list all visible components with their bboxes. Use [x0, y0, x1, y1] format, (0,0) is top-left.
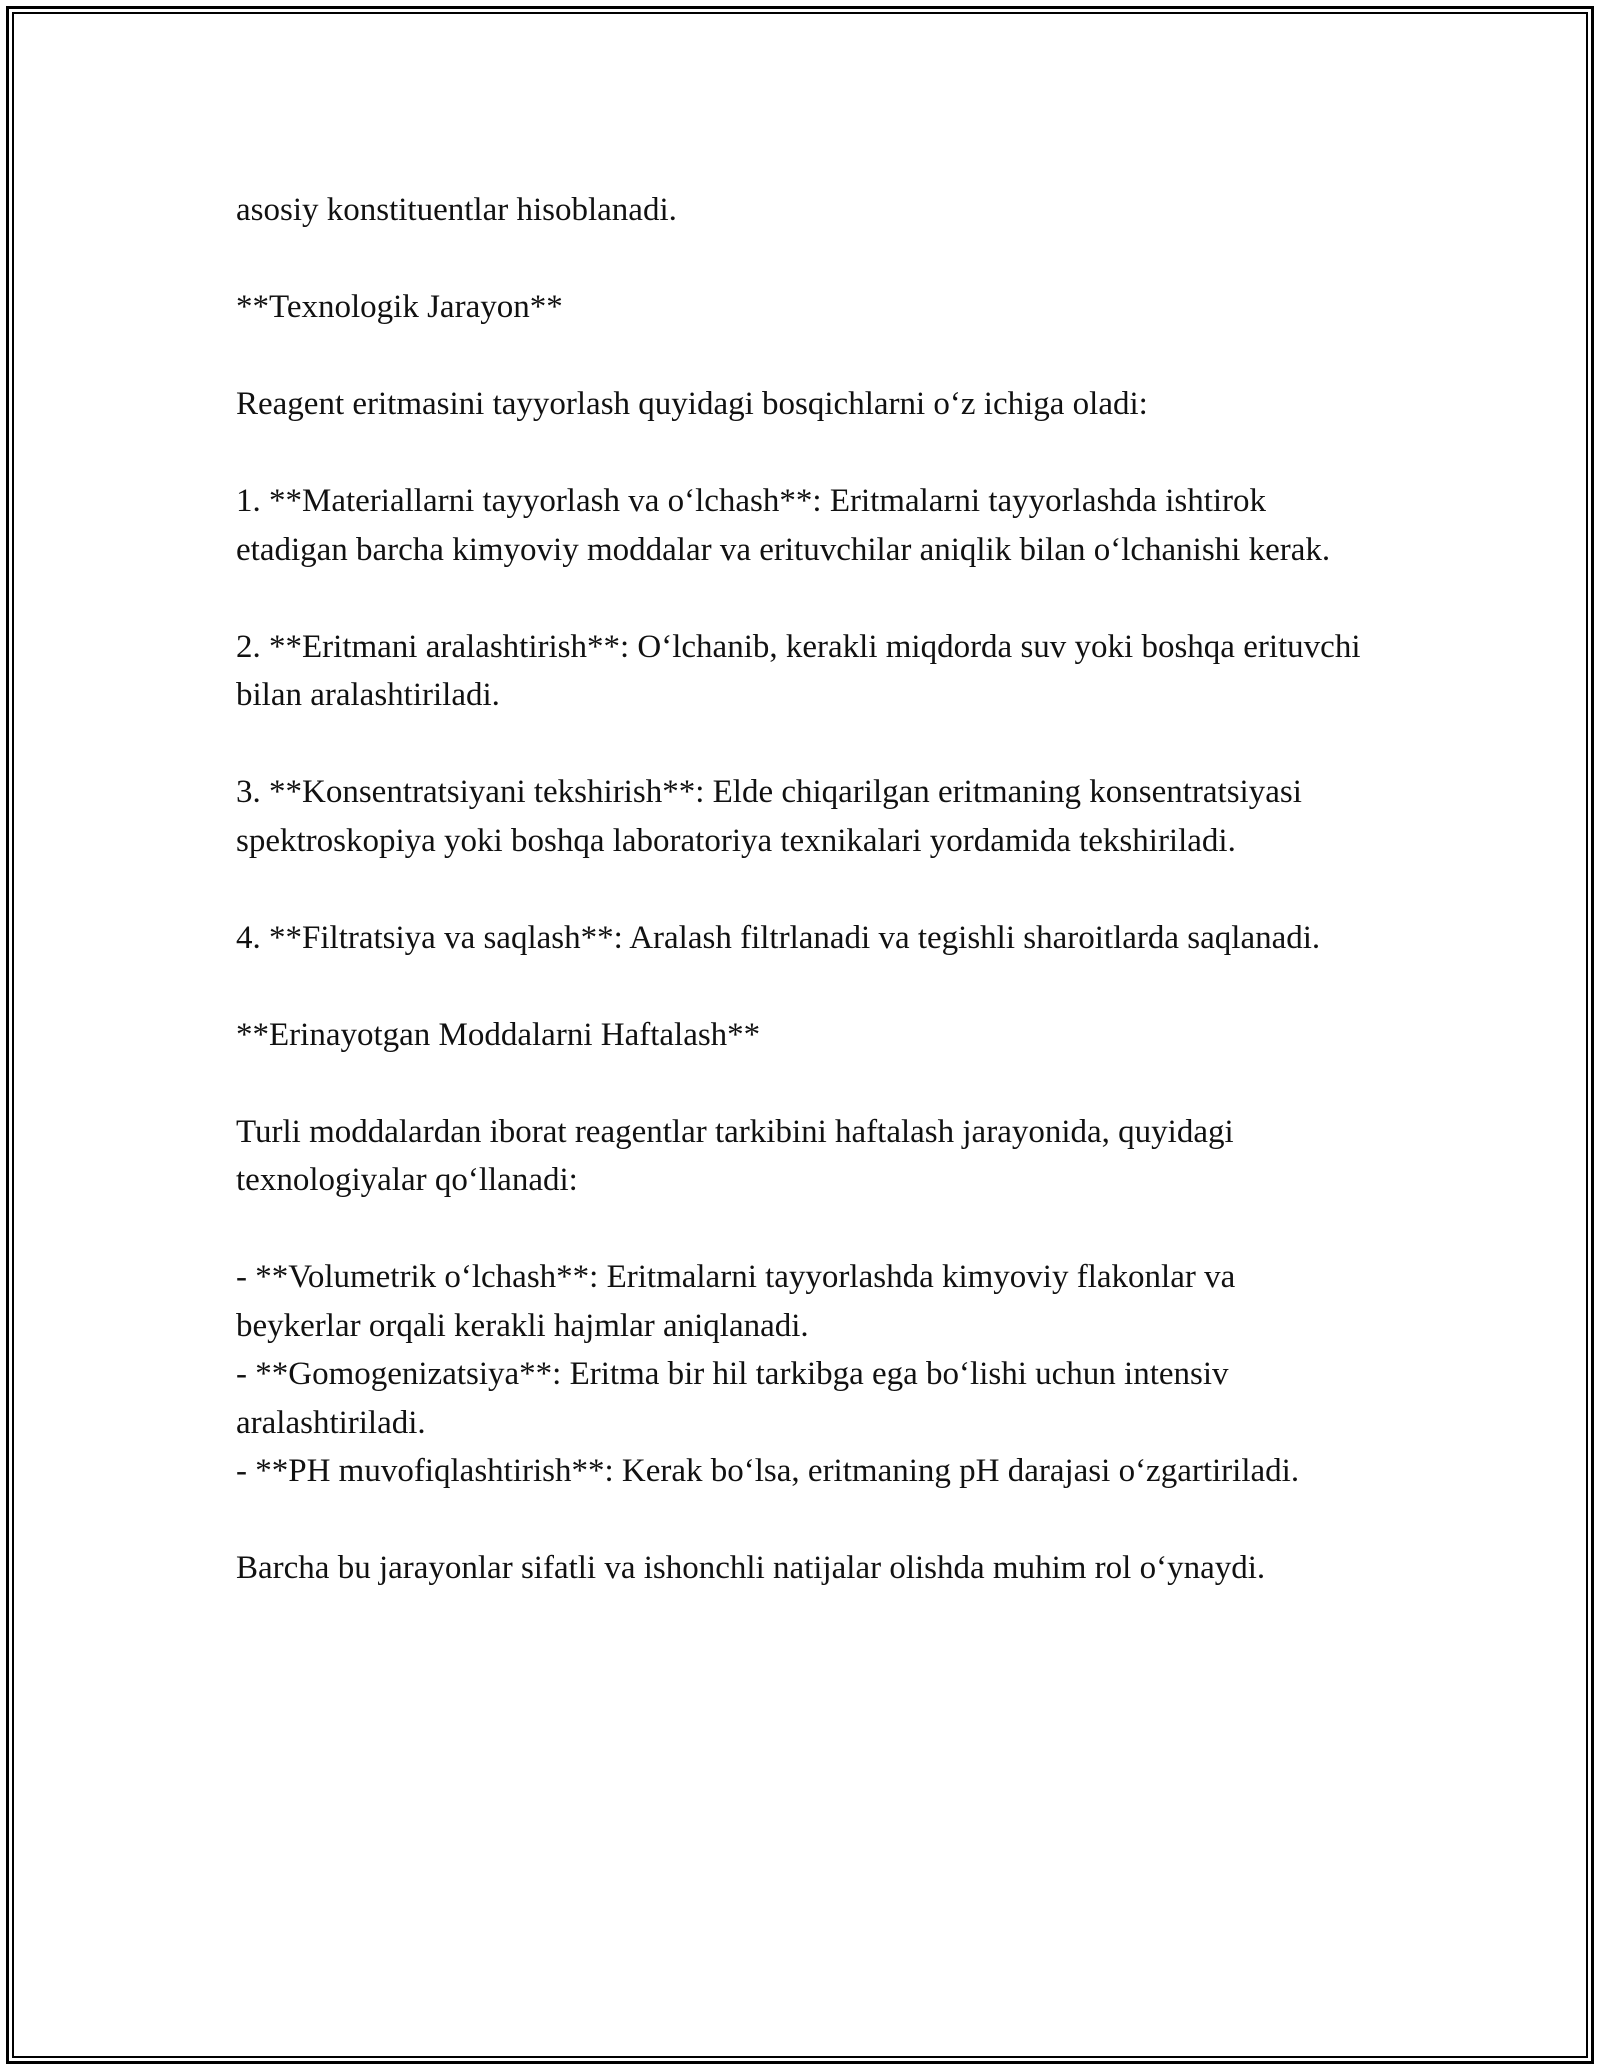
bullet-homogenization: - **Gomogenizatsiya**: Eritma bir hil tarkibga ega bo‘lishi uchun intensiv aralashtiriladi. [236, 1356, 1229, 1441]
paragraph-steps-intro: Reagent eritmasini tayyorlash quyidagi bosqichlarni o‘z ichiga oladi: [236, 386, 1148, 422]
step-2-mixing: 2. **Eritmani aralashtirish**: O‘lchanib, kerakli miqdorda suv yoki boshqa erituvchi bilan aralashtiriladi. [236, 628, 1361, 713]
step-3-concentration: 3. **Konsentratsiyani tekshirish**: Elde chiqarilgan eritmaning konsentratsiyasi spektroskopiya yoki boshqa laboratoriya texnikalari yordamida tekshiriladi. [236, 774, 1302, 859]
section-heading-dissolving-substances: **Erinayotgan Moddalarni Haftalash** [236, 1016, 761, 1053]
paragraph-closing: Barcha bu jarayonlar sifatli va ishonchli natijalar olishda muhim rol o‘ynaydi. [236, 1550, 1266, 1586]
step-1-materials: 1. **Materiallarni tayyorlash va o‘lchash**: Eritmalarni tayyorlashda ishtirok etadigan barcha kimyoviy moddalar va erituvchilar aniqlik bilan o‘lchanishi kerak. [236, 483, 1331, 568]
step-4-filtration: 4. **Filtratsiya va saqlash**: Aralash filtrlanadi va tegishli sharoitlarda saqlanadi. [236, 919, 1321, 956]
paragraph-intro-continuation: asosiy konstituentlar hisoblanadi. [236, 192, 677, 228]
paragraph-technologies-intro: Turli moddalardan iborat reagentlar tarkibini haftalash jarayonida, quyidagi texnologiyalar qo‘llanadi: [236, 1113, 1234, 1198]
document-body [236, 186, 1366, 1641]
bullet-volumetric: - **Volumetrik o‘lchash**: Eritmalarni tayyorlashda kimyoviy flakonlar va beykerlar orqali kerakli hajmlar aniqlanadi. [236, 1259, 1236, 1344]
section-heading-technological-process: **Texnologik Jarayon** [236, 289, 563, 325]
bullet-ph-adjustment: - **PH muvofiqlashtirish**: Kerak bo‘lsa, eritmaning pH darajasi o‘zgartiriladi. [236, 1453, 1300, 1489]
